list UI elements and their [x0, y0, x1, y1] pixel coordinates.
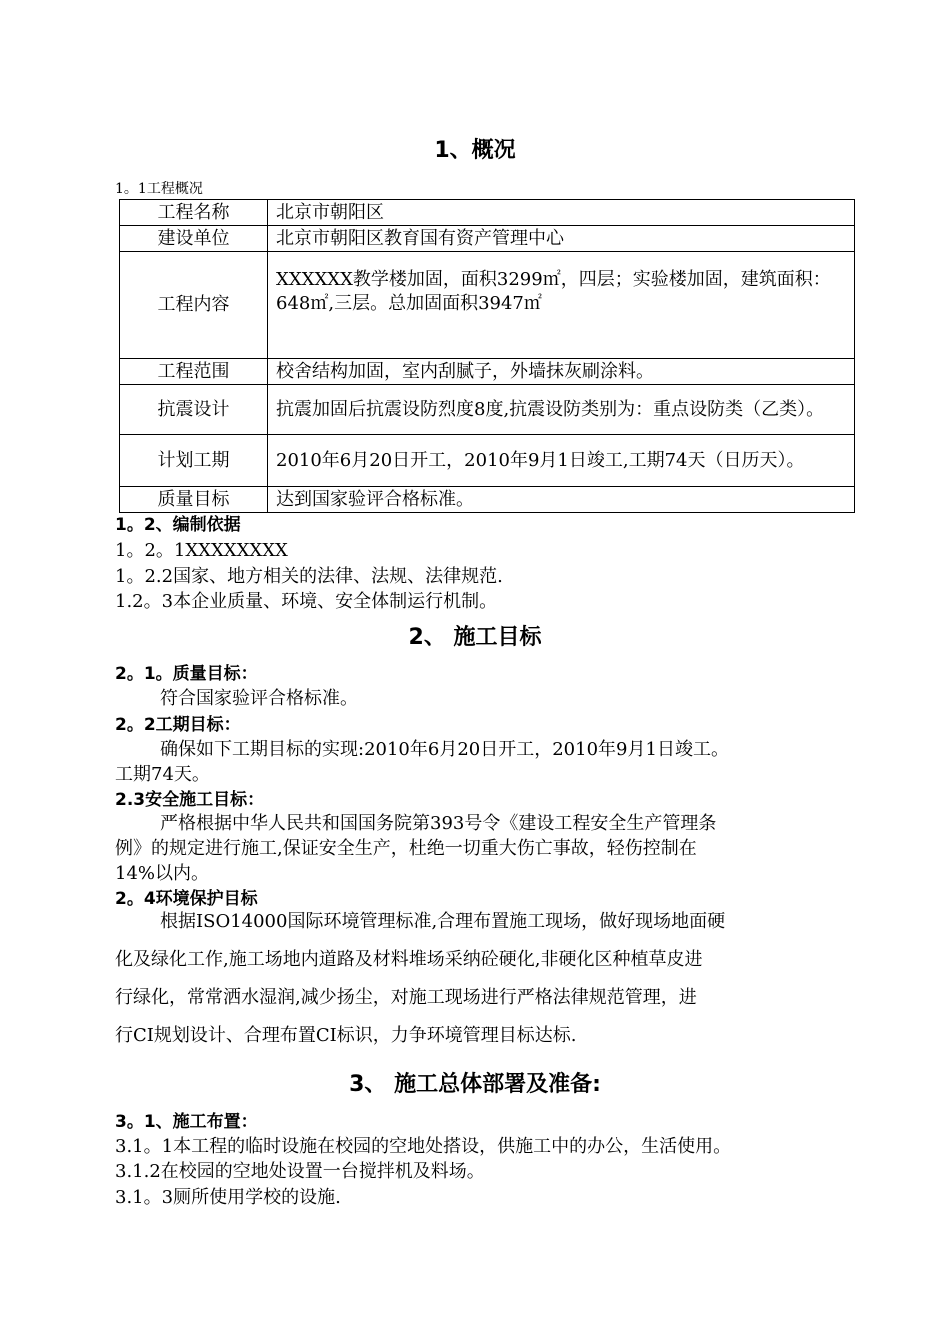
table-row: [120, 252, 855, 359]
table-value: 抗震加固后抗震设防烈度8度,抗震设防类别为：重点设防类（乙类）。: [268, 385, 855, 435]
table-row: [120, 200, 855, 226]
layout-item: 3.1.2在校园的空地处设置一台搅拌机及料场。: [115, 1161, 485, 1182]
basis-item: 1。2.2国家、地方相关的法律、法规、法律规范.: [115, 566, 503, 587]
environment-goal-text: 化及绿化工作,施工场地内道路及材料堆场采纳砼硬化,非硬化区种植草皮进: [115, 949, 703, 970]
schedule-goal-text: 工期74天。: [115, 764, 210, 785]
schedule-goal-heading: 2。2工期目标：: [115, 715, 241, 735]
section-2-title: 2、 施工目标: [408, 625, 542, 650]
table-row: [120, 487, 855, 513]
table-key: 抗震设计: [120, 385, 268, 435]
layout-item: 3.1。3厕所使用学校的设施.: [115, 1187, 341, 1208]
table-value: 达到国家验评合格标准。: [268, 487, 855, 513]
layout-heading: 3。1、施工布置：: [115, 1112, 258, 1132]
environment-goal-heading: 2。4环境保护目标: [115, 889, 258, 909]
table-value: 北京市朝阳区: [268, 200, 855, 226]
environment-goal-text: 行绿化，常常洒水湿润,减少扬尘，对施工现场进行严格法律规范管理，进: [115, 987, 697, 1008]
quality-goal-text: 符合国家验评合格标准。: [160, 688, 358, 709]
safety-goal-text: 例》的规定进行施工,保证安全生产，杜绝一切重大伤亡事故，轻伤控制在: [115, 838, 697, 859]
section-3-title: 3、 施工总体部署及准备:: [349, 1072, 601, 1097]
table-row: [120, 385, 855, 435]
quality-goal-heading: 2。1。质量目标：: [115, 664, 258, 684]
layout-item: 3.1。1本工程的临时设施在校园的空地处搭设，供施工中的办公，生活使用。: [115, 1136, 732, 1157]
table-value: 校舍结构加固，室内刮腻子，外墙抹灰刷涂料。: [268, 359, 855, 385]
section-1-1-subtitle: 1。1工程概况: [115, 181, 203, 197]
basis-item: 1。2。1XXXXXXXX: [115, 540, 288, 561]
table-key: 建设单位: [120, 226, 268, 252]
environment-goal-text: 行CI规划设计、合理布置CI标识，力争环境管理目标达标.: [115, 1025, 577, 1046]
basis-item: 1.2。3本企业质量、环境、安全体制运行机制。: [115, 591, 498, 612]
table-row: [120, 435, 855, 487]
project-overview-table: [119, 199, 855, 513]
environment-goal-text: 根据ISO14000国际环境管理标准,合理布置施工现场，做好现场地面硬: [160, 911, 726, 932]
schedule-goal-text: 确保如下工期目标的实现:2010年6月20日开工，2010年9月1日竣工。: [160, 739, 729, 760]
table-key: 工程范围: [120, 359, 268, 385]
table-row: [120, 359, 855, 385]
table-key: 工程名称: [120, 200, 268, 226]
table-key: 计划工期: [120, 435, 268, 487]
table-key: 质量目标: [120, 487, 268, 513]
table-row: [120, 226, 855, 252]
section-1-title: 1、概况: [434, 138, 516, 163]
basis-heading: 1。2、编制依据: [115, 515, 241, 535]
safety-goal-text: 14%以内。: [115, 863, 210, 884]
table-value: 北京市朝阳区教育国有资产管理中心: [268, 226, 855, 252]
safety-goal-text: 严格根据中华人民共和国国务院第393号令《建设工程安全生产管理条: [160, 813, 717, 834]
safety-goal-heading: 2.3安全施工目标：: [115, 790, 265, 810]
table-value: 2010年6月20日开工，2010年9月1日竣工,工期74天（日历天）。: [268, 435, 855, 487]
table-value: XXXXXX教学楼加固，面积3299㎡，四层；实验楼加固，建筑面积：648㎡,三层。总加固面积3947㎡: [268, 252, 855, 359]
table-key: 工程内容: [120, 252, 268, 359]
